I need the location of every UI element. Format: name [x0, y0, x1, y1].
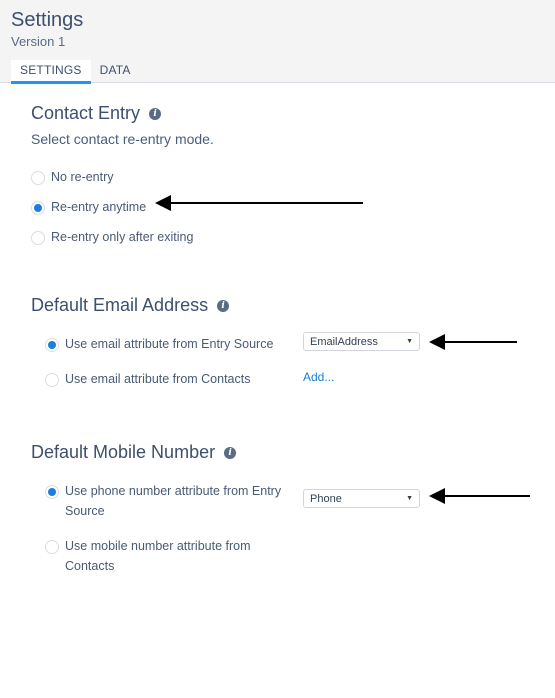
page-title: Settings	[11, 9, 84, 31]
radio-button[interactable]	[45, 338, 59, 352]
default-email-title	[31, 295, 229, 316]
radio-reentry-after-exit[interactable]	[31, 230, 193, 247]
info-icon[interactable]: i	[149, 108, 161, 120]
radio-label: Use email attribute from Entry Source	[65, 337, 274, 351]
contact-entry-description: Select contact re-entry mode.	[31, 131, 214, 147]
arrow-left-icon	[429, 488, 530, 504]
phone-attribute-select-value: Phone	[310, 492, 342, 505]
version-label: Version 1	[11, 34, 66, 49]
radio-label: No re-entry	[51, 170, 114, 184]
radio-no-reentry[interactable]	[31, 170, 114, 187]
add-email-link[interactable]: Add...	[303, 370, 335, 384]
radio-email-contacts[interactable]	[45, 372, 251, 389]
default-email-title-text: Default Email Address	[31, 295, 209, 315]
arrow-left-icon	[155, 195, 363, 211]
radio-button[interactable]	[31, 201, 45, 215]
contact-entry-title-text: Contact Entry	[31, 103, 141, 123]
chevron-down-icon: ▼	[406, 495, 413, 502]
default-mobile-title-text: Default Mobile Number	[31, 442, 216, 462]
radio-label-line: Contacts	[65, 559, 115, 573]
tab-bar	[11, 60, 140, 83]
settings-header	[0, 0, 555, 83]
default-mobile-title	[31, 442, 236, 463]
info-icon[interactable]: i	[224, 447, 236, 459]
radio-label-line: Source	[65, 504, 105, 518]
radio-label: Use email attribute from Contacts	[65, 372, 251, 386]
chevron-down-icon: ▼	[406, 338, 413, 345]
radio-reentry-anytime[interactable]	[31, 200, 146, 217]
phone-attribute-select[interactable]	[303, 489, 420, 508]
radio-phone-entry-source[interactable]	[45, 484, 281, 521]
tab-settings[interactable]: SETTINGS	[11, 60, 91, 84]
radio-label-line: Use mobile number attribute from	[65, 539, 251, 553]
radio-button[interactable]	[45, 373, 59, 387]
email-attribute-select-value: EmailAddress	[310, 335, 378, 348]
radio-button[interactable]	[31, 171, 45, 185]
tab-data[interactable]: DATA	[99, 63, 131, 77]
radio-label: Re-entry only after exiting	[51, 230, 194, 244]
contact-entry-title	[31, 103, 161, 124]
info-icon[interactable]: i	[217, 300, 229, 312]
radio-mobile-contacts[interactable]	[45, 539, 251, 576]
radio-label: Re-entry anytime	[51, 200, 147, 214]
radio-label	[65, 481, 281, 521]
radio-button[interactable]	[45, 540, 59, 554]
radio-label-line: Use phone number attribute from Entry	[65, 484, 282, 498]
email-attribute-select[interactable]	[303, 332, 420, 351]
radio-label	[65, 536, 251, 576]
radio-button[interactable]	[31, 231, 45, 245]
arrow-left-icon	[429, 334, 517, 350]
radio-email-entry-source[interactable]	[45, 337, 273, 354]
radio-button[interactable]	[45, 485, 59, 499]
